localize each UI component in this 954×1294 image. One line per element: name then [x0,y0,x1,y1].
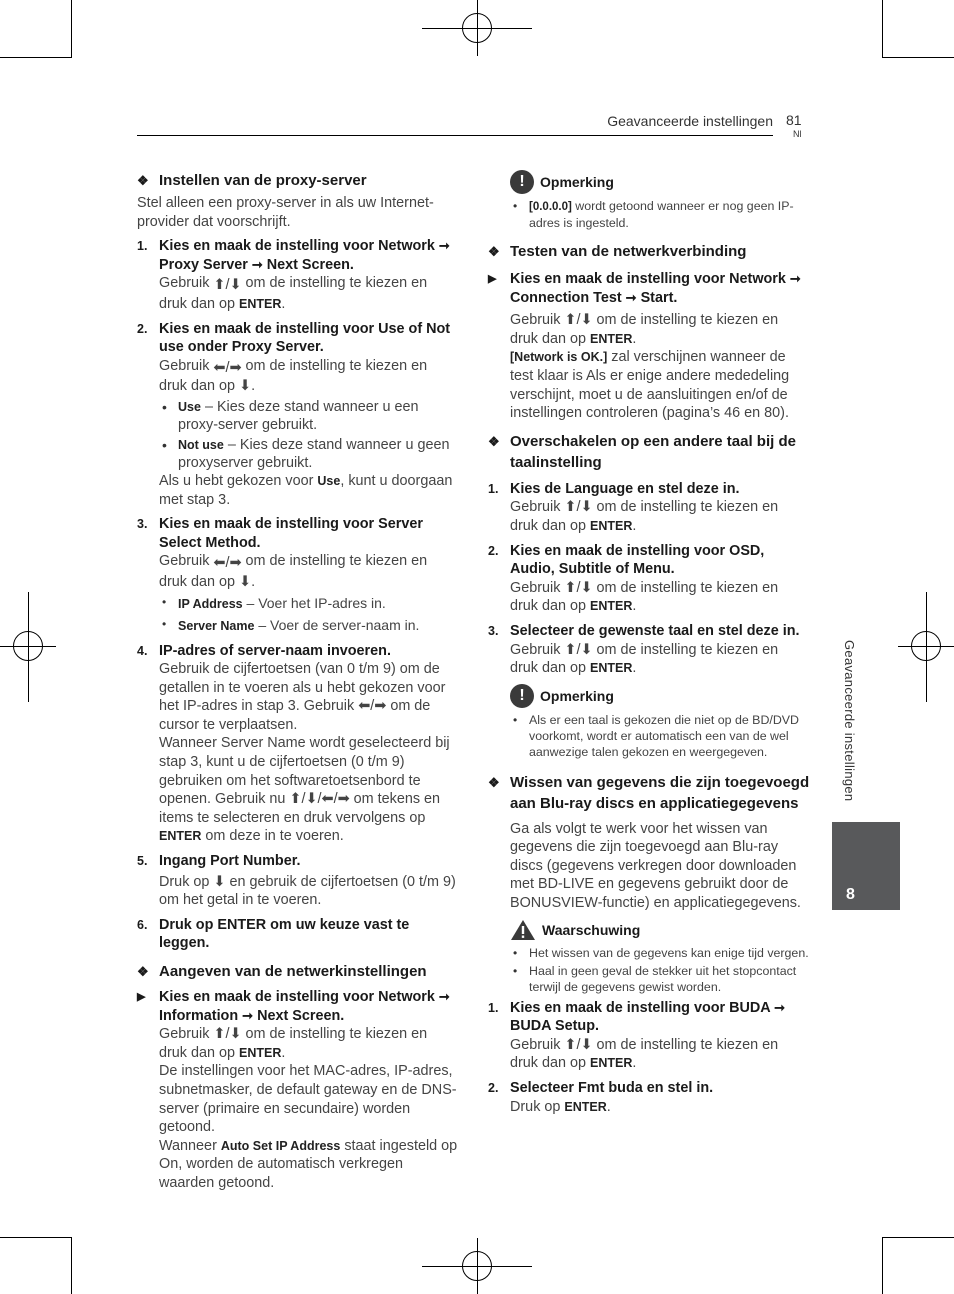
arrow-right-icon: ➞ [438,238,450,254]
diamond-bullet-icon: ❖ [488,433,500,449]
up-down-arrows-icon: ⬆/⬇ [564,499,593,516]
step-item: 4. IP-adres of server-naam invoeren. Gebruik de cijfertoetsen (van 0 t/m 9) om de getallen in te voeren als u hebt gekozen voor het IP-adres in stap 3. Gebruik ⬅/➡ om de cursor te verplaatsen. Wanneer Server Name wordt geselecteerd bij stap 3, kunt u de cijfertoetsen (0 t/m 9) gebruiken om het softwaretoetsenbord te openen. Gebruik nu ⬆/⬇/⬅/➡ om tekens en items te selecteren en druk vervolgens op ENTER om deze in te voeren. [137,642,450,845]
triangle-bullet-icon: ▶ [488,273,497,285]
bullet-item: • Server Name – Voer de server-naam in. [162,616,420,633]
diamond-bullet-icon: ❖ [137,964,149,979]
section-heading: ❖ Testen van de netwerkverbinding [488,243,747,260]
up-down-arrows-icon: ⬆/⬇ [213,277,242,294]
note-list [510,198,810,231]
down-arrow-icon: ⬇ [239,573,252,590]
warning-header: Waarschuwing [510,919,810,941]
left-column [137,168,459,1193]
page-number: 81 [786,112,802,128]
step-item: 6. Druk op ENTER om uw keuze vast te leggen. [137,916,410,952]
four-direction-arrows-icon: ⬆/⬇/⬅/➡ [289,791,350,808]
warning-list [510,945,810,995]
arrow-right-icon: ➞ [242,1007,254,1023]
step-item: 1. Kies en maak de instelling voor Network ➞ Proxy Server ➞ Next Screen. Gebruik ⬆/⬇ om de instelling te kiezen en druk dan op ENTER. [137,238,450,312]
section-heading: ❖ Aangeven van de netwerkinstellingen [137,963,427,980]
step-item: 3. Selecteer de gewenste taal en stel deze in. Gebruik ⬆/⬇ om de instelling te kiezen en druk dan op ENTER. [488,622,800,677]
note-header: ! Opmerking [510,684,810,708]
left-right-arrows-icon: ⬅/➡ [213,555,242,572]
arrow-right-icon: ➞ [774,999,786,1015]
note-header: ! Opmerking [510,170,810,194]
step-item: 1. Kies en maak de instelling voor BUDA ➞ BUDA Setup. Gebruik ⬆/⬇ om de instelling te kiezen en druk dan op ENTER. [488,999,786,1072]
step-item: 2. Kies en maak de instelling voor OSD, Audio, Subtitle of Menu. Gebruik ⬆/⬇ om de instelling te kiezen en druk dan op ENTER. [488,542,779,615]
bullet-item: • Not use – Kies deze stand wanneer u geen proxyserver gebruikt. [162,436,450,471]
section-intro: Ga als volgt te werk voor het wissen van gegevens die zijn toegevoegd aan Blu-ray discs (gegevens verkregen door downloaden met BD-LIVE en gegevens gebruikt door de BONUSVIEW-functie) en applicatiegegevens. [510,820,801,912]
step-item: 1. Kies de Language en stel deze in. Gebruik ⬆/⬇ om de instelling te kiezen en druk dan op ENTER. [488,480,779,534]
left-right-arrows-icon: ⬅/➡ [358,698,387,715]
bullet-item: • Haal in geen geval de stekker uit het stopcontact terwijl de gegevens gewist worden. [513,963,797,994]
running-header: Geavanceerde instellingen [607,113,773,129]
bullet-item: • [0.0.0.0] wordt getoond wanneer er nog geen IP-adres is ingesteld. [513,199,794,230]
chapter-number: 8 [846,886,855,903]
step-item: 5. Ingang Port Number. Druk op ⬇ en gebruik de cijfertoetsen (0 t/m 9) om het getal in te voeren. [137,853,456,909]
right-column [488,168,810,1116]
down-arrow-icon: ⬇ [239,378,252,395]
diamond-bullet-icon: ❖ [137,173,149,188]
step-item: 3. Kies en maak de instelling voor Server Select Method. Gebruik ⬅/➡ om de instelling te kiezen en druk dan op ⬇. • IP Address – Voer het IP-adres in. • Server Name – Voer de server-naam in. [137,515,459,635]
bullet-item: • IP Address – Voer het IP-adres in. [162,594,386,611]
note-list [510,712,810,760]
up-down-arrows-icon: ⬆/⬇ [564,1036,593,1053]
up-down-arrows-icon: ⬆/⬇ [213,1026,242,1043]
section-heading: ❖ Instellen van de proxy-server [137,172,367,189]
step-item: ▶ Kies en maak de instelling voor Network ➞ Information ➞ Next Screen. Gebruik ⬆/⬇ om de instelling te kiezen en druk dan op ENTER. De instellingen voor het MAC-adres, IP-adres, subnetmasker, de default gateway en de DNS-server (primaire en secundaire) worden getoond. Wanneer Auto Set IP Address staat ingesteld op On, worden de automatisch verkregen waarden getoond. [137,989,458,1191]
bullet-item: • Use – Kies deze stand wanneer u een proxy-server gebruikt. [162,398,419,433]
diamond-bullet-icon: ❖ [488,244,500,259]
exclamation-icon: ! [510,170,534,194]
up-down-arrows-icon: ⬆/⬇ [564,312,593,329]
step-item: 2. Selecteer Fmt buda en stel in. Druk op ENTER. [488,1080,714,1115]
chapter-tab [832,822,900,910]
arrow-right-icon: ➞ [625,289,637,305]
bullet-item: • Als er een taal is gekozen die niet op de BD/DVD voorkomt, wordt er automatisch een van de wel aanwezige talen gekozen en weergegeven. [513,712,799,759]
warning-triangle-icon [510,919,536,941]
triangle-bullet-icon: ▶ [137,991,146,1003]
down-arrow-icon: ⬇ [213,873,226,890]
section-heading: ❖ Wissen van gegevens die zijn toegevoegd aan Blu-ray discs en applicatiegegevens [488,773,810,812]
left-right-arrows-icon: ⬅/➡ [213,359,242,376]
up-down-arrows-icon: ⬆/⬇ [564,579,593,596]
exclamation-icon: ! [510,684,534,708]
arrow-right-icon: ➞ [789,271,801,286]
header-rule [137,135,773,136]
section-intro: Stel alleen een proxy-server in als uw Internet-provider dat voorschrijft. [137,195,434,230]
section-heading: ❖ Overschakelen op een andere taal bij de taalinstelling [488,432,796,471]
side-chapter-label: Geavanceerde instellingen [842,640,857,802]
bullet-item: • Het wissen van de gegevens kan enige tijd vergen. [513,945,809,960]
arrow-right-icon: ➞ [251,256,263,272]
diamond-bullet-icon: ❖ [488,774,500,790]
language-code: Nl [793,129,802,139]
step-item: ▶ Kies en maak de instelling voor Network ➞ Connection Test ➞ Start. Gebruik ⬆/⬇ om de instelling te kiezen en druk dan op ENTER. [Network is OK.] zal verschijnen wanneer de test klaar is Als er enige andere mededeling verschijnt, moet u de aansluitingen en/of de instellingen controleren (pagina’s 46 en 80). [488,271,801,422]
up-down-arrows-icon: ⬆/⬇ [564,641,593,658]
step-item: 2. Kies en maak de instelling voor Use of Not use onder Proxy Server. Gebruik ⬅/➡ om de instelling te kiezen en druk dan op ⬇. • Use – Kies deze stand wanneer u een proxy-server gebruikt. • Not use – Kies deze stand wanneer u geen proxyserver gebruikt. Als u hebt gekozen voor Use, kunt u doorgaan met stap 3. [137,320,459,510]
arrow-right-icon: ➞ [438,989,450,1004]
